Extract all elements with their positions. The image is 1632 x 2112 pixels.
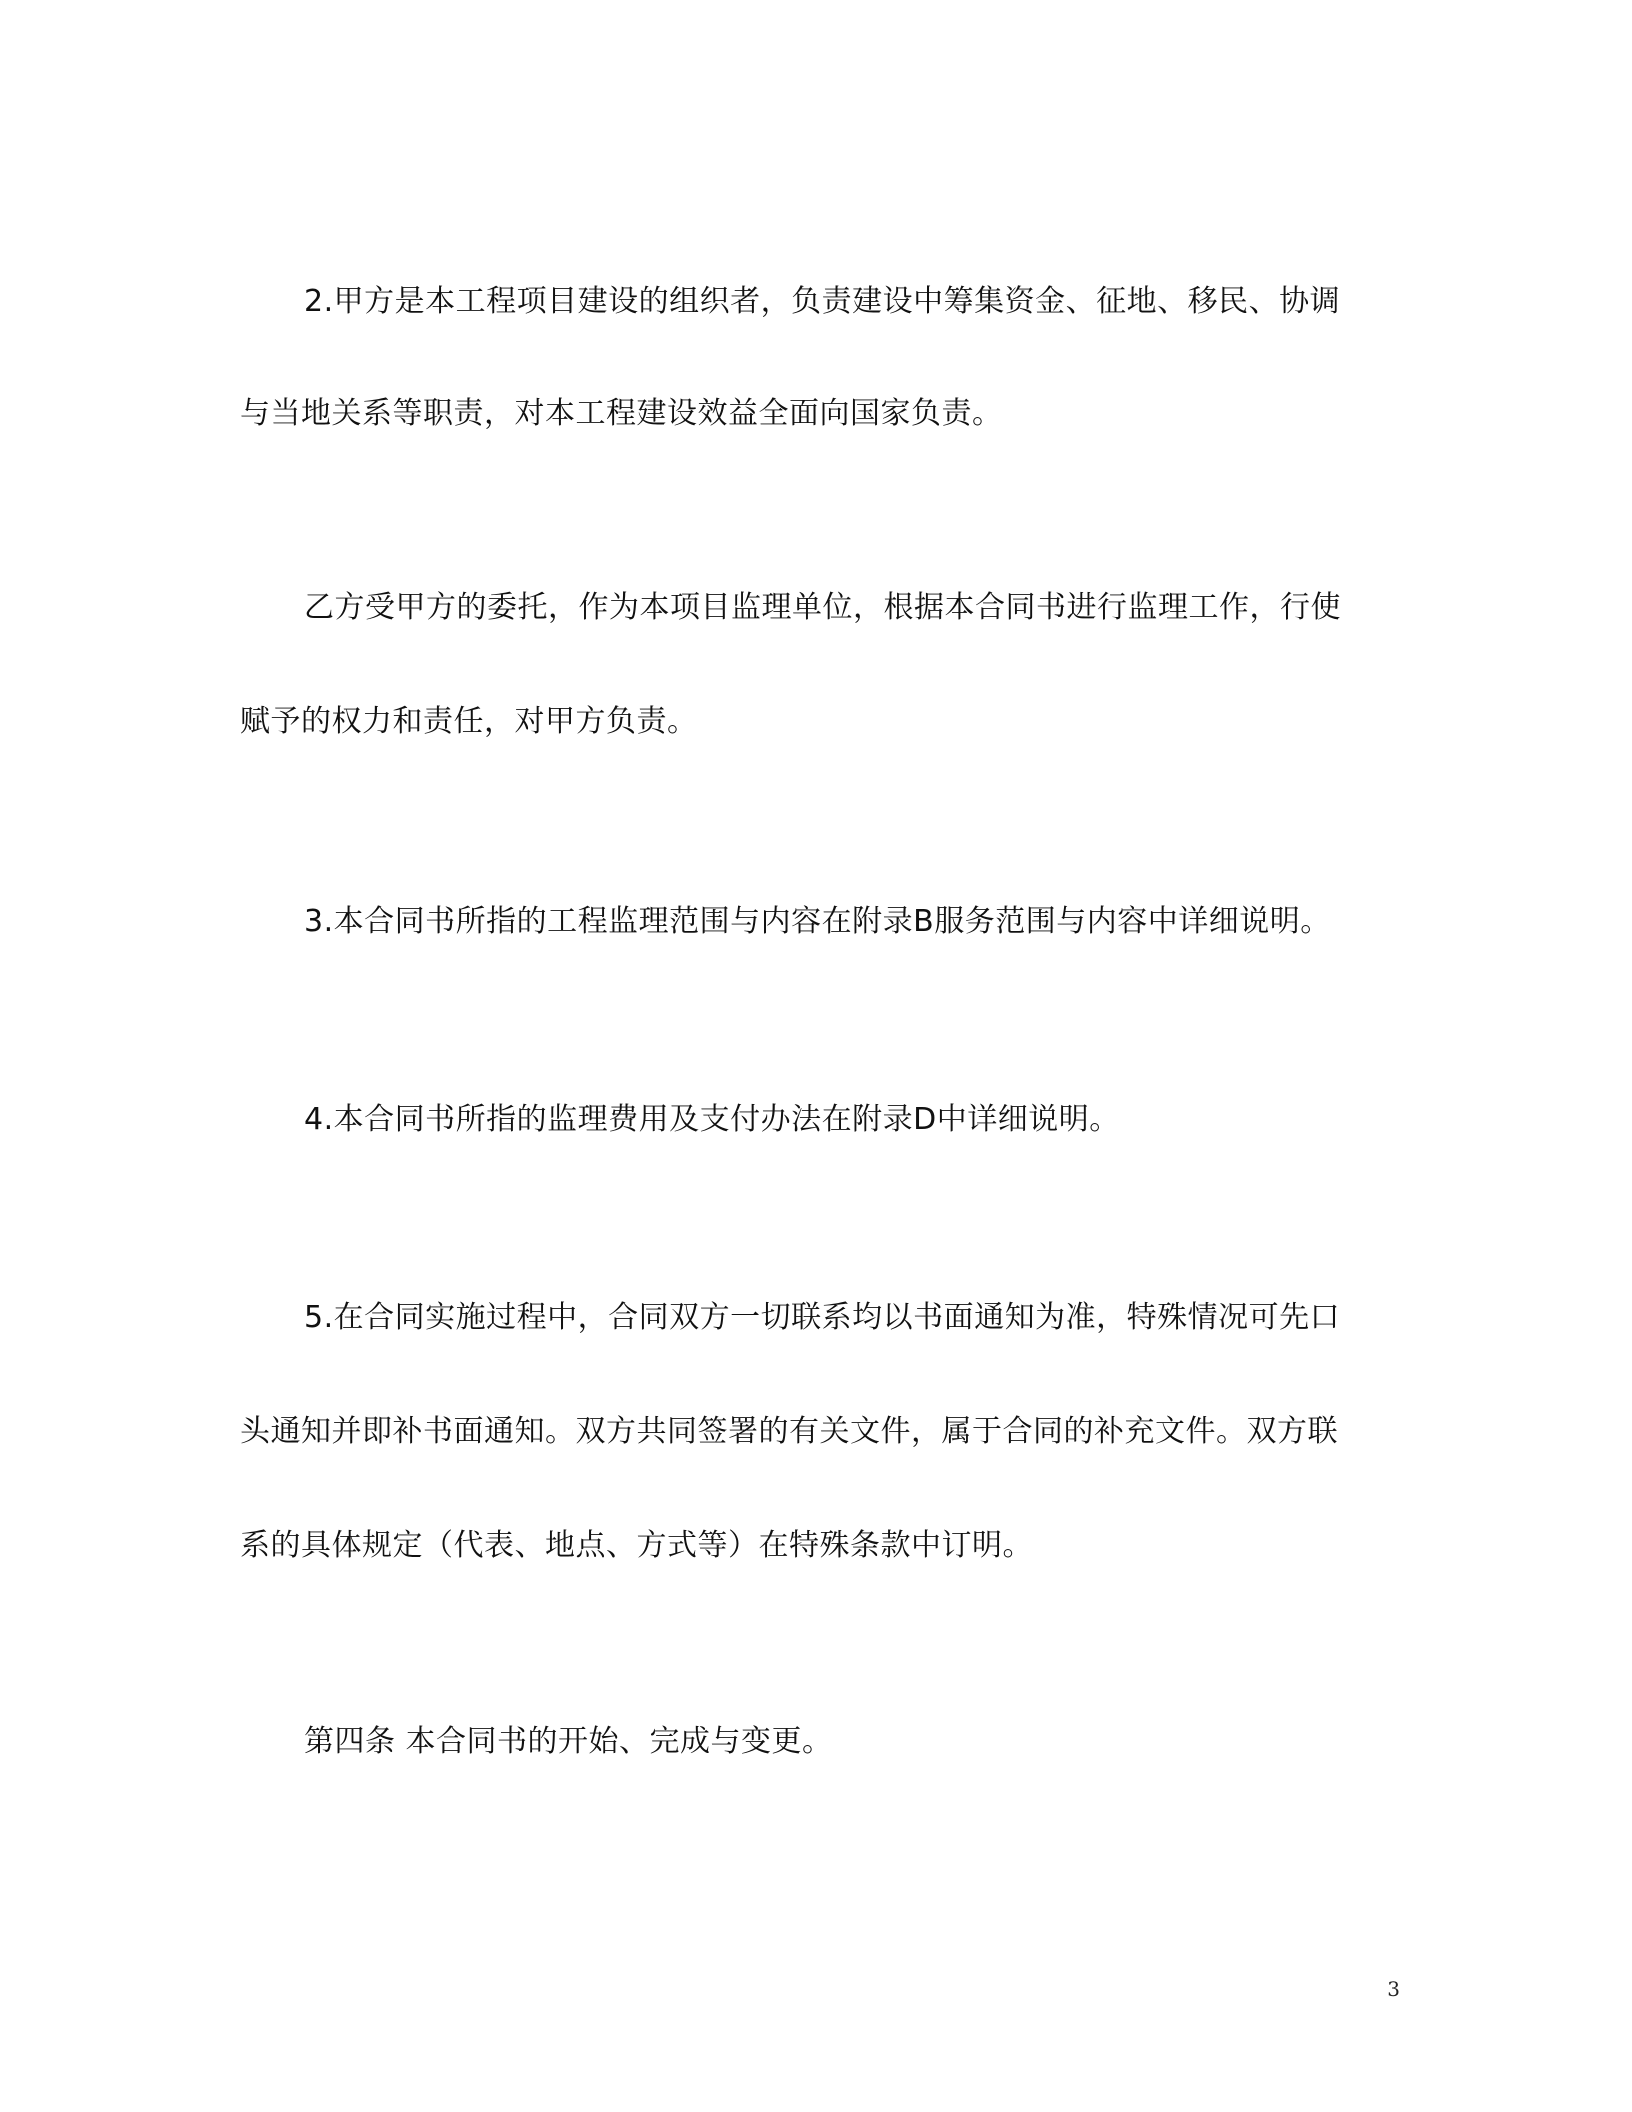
paragraph-line: 乙方受甲方的委托，作为本项目监理单位，根据本合同书进行监理工作，行使	[304, 590, 1341, 625]
paragraph-line: 与当地关系等职责，对本工程建设效益全面向国家负责。	[240, 396, 1003, 431]
paragraph-line: 系的具体规定（代表、地点、方式等）在特殊条款中订明。	[240, 1528, 1033, 1563]
paragraph-line: 5.在合同实施过程中，合同双方一切联系均以书面通知为准，特殊情况可先口	[304, 1300, 1341, 1335]
article-heading: 第四条 本合同书的开始、完成与变更。	[304, 1724, 833, 1759]
paragraph-line: 2.甲方是本工程项目建设的组织者，负责建设中筹集资金、征地、移民、协调	[304, 284, 1341, 319]
paragraph-line: 赋予的权力和责任，对甲方负责。	[240, 704, 698, 739]
paragraph-line: 4.本合同书所指的监理费用及支付办法在附录D中详细说明。	[304, 1102, 1120, 1137]
paragraph-line: 3.本合同书所指的工程监理范围与内容在附录B服务范围与内容中详细说明。	[304, 904, 1331, 939]
paragraph-line: 头通知并即补书面通知。双方共同签署的有关文件，属于合同的补充文件。双方联	[240, 1414, 1338, 1449]
page-number: 3	[1387, 1977, 1400, 2001]
